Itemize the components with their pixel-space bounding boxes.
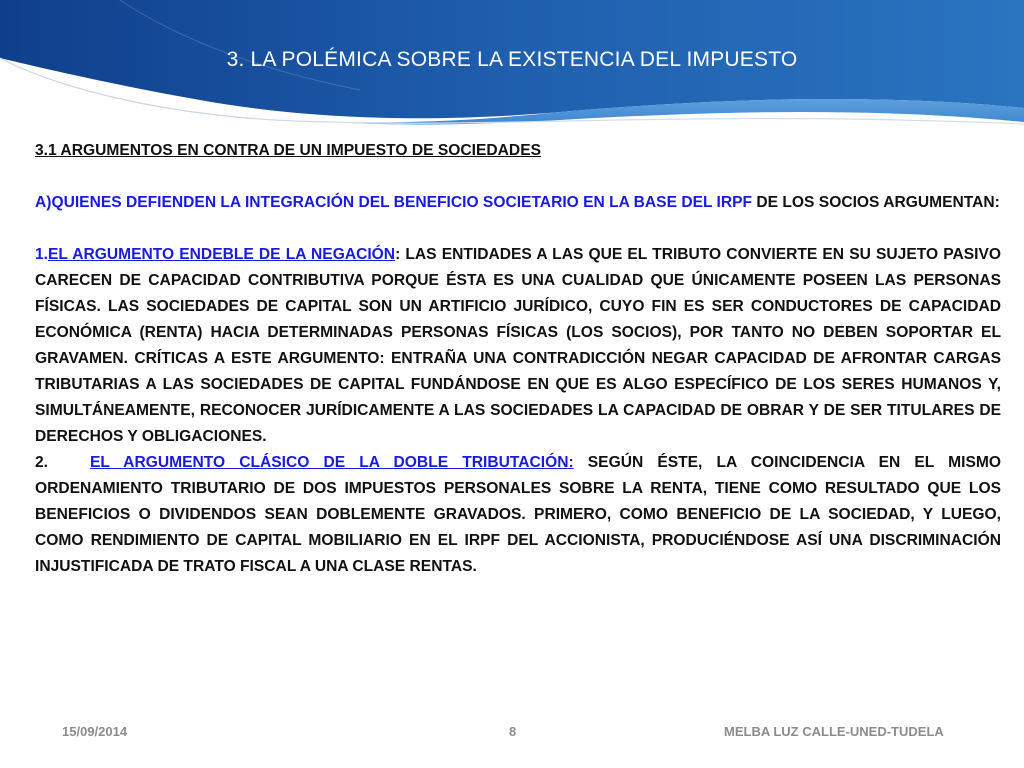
spacer: [35, 164, 1001, 190]
paragraph-a: [35, 190, 1001, 216]
item-2-text: SEGÚN ÉSTE, LA COINCIDENCIA EN EL MISMO ORDENAMIENTO TRIBUTARIO DE DOS IMPUESTOS PERSONALES SOBRE LA RENTA, TIENE COMO RESULTADO QUE LOS BENEFICIOS O DIVIDENDOS SEAN DOBLEMENTE GRAVADOS. PRIMERO, COMO BENEFICIO DE LA SOCIEDAD, Y LUEGO, COMO RENDIMIENTO DE CAPITAL MOBILIARIO EN EL IRPF DEL ACCIONISTA, PRODUCIÉNDOSE ASÍ UNA DISCRIMINACIÓN INJUSTIFICADA DE TRATO FISCAL A UNA CLASE RENTAS.: [35, 454, 1001, 575]
item-2-number: 2.: [35, 454, 49, 471]
item-1-text: : LAS ENTIDADES A LAS QUE EL TRIBUTO CONVIERTE EN SU SUJETO PASIVO CARECEN DE CAPACIDAD CONTRIBUTIVA PORQUE ÉSTA ES UNA CUALIDAD QUE ÚNICAMENTE POSEEN LAS PERSONAS FÍSICAS. LAS SOCIEDADES DE CAPITAL SON UN ARTIFICIO JURÍDICO, CUYO FIN ES SER CONDUCTORES DE CAPACIDAD ECONÓMICA (RENTA) HACIA DETERMINADAS PERSONAS FÍSICAS (LOS SOCIOS), POR TANTO NO DEBEN SOPORTAR EL GRAVAMEN. CRÍTICAS A ESTE ARGUMENTO: ENTRAÑA UNA CONTRADICCIÓN NEGAR CAPACIDAD DE AFRONTAR CARGAS TRIBUTARIAS A LAS SOCIEDADES DE CAPITAL FUNDÁNDOSE EN QUE ES ALGO ESPECÍFICO DE LOS SERES HUMANOS Y, SIMULTÁNEAMENTE, RECONOCER JURÍDICAMENTE A LAS SOCIEDADES LA CAPACIDAD DE OBRAR Y DE SER TITULARES DE DERECHOS Y OBLIGACIONES.: [35, 246, 1001, 445]
footer-page-number: 8: [509, 724, 517, 739]
slide-header-banner: [0, 0, 1024, 130]
item-1-number: 1.: [35, 246, 49, 263]
footer-author: MELBA LUZ CALLE-UNED-TUDELA: [724, 724, 944, 739]
item-1: [35, 242, 1001, 450]
item-2-link[interactable]: EL ARGUMENTO CLÁSICO DE LA DOBLE TRIBUTACIÓN: [90, 454, 569, 471]
section-heading: [35, 138, 1001, 164]
spacer: [35, 216, 1001, 242]
slide-title: 3. LA POLÉMICA SOBRE LA EXISTENCIA DEL IMPUESTO: [226, 48, 798, 71]
section-heading-text: 3.1 ARGUMENTOS EN CONTRA DE UN IMPUESTO DE SOCIEDADES: [35, 142, 541, 159]
footer-date: 15/09/2014: [62, 724, 128, 739]
item-1-link[interactable]: EL ARGUMENTO ENDEBLE DE LA NEGACIÓN: [48, 246, 396, 263]
paragraph-a-highlight: A)QUIENES DEFIENDEN LA INTEGRACIÓN DEL BENEFICIO SOCIETARIO EN LA BASE DEL IRPF: [35, 194, 753, 211]
item-2-colon: :: [568, 454, 574, 471]
paragraph-a-rest: DE LOS SOCIOS ARGUMENTAN:: [752, 194, 1000, 211]
item-2: [35, 450, 1001, 580]
slide-body: [35, 138, 1001, 580]
